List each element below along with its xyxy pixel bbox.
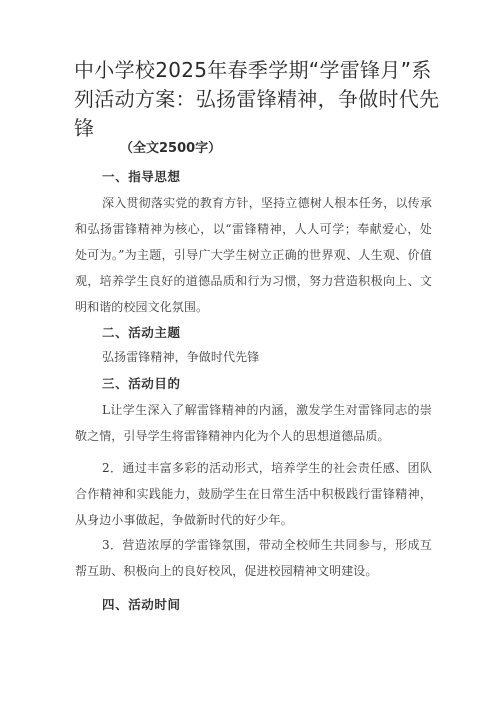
word-count: （全文2500字） bbox=[120, 141, 222, 156]
section-heading-activity-purpose: 三、活动目的 bbox=[102, 376, 181, 391]
section-heading-activity-theme: 二、活动主题 bbox=[102, 325, 181, 340]
section-paragraph: 深入贯彻落实党的教育方针，坚持立德树人根本任务，以传承和弘扬雷锋精神为核心，以“雷锋精神，人人可学；奉献爱心，处处可为。”为主题，引导广大学生树立正确的世界观、人生观、价值观，培养学生良好的道德品质和行为习惯，努力营造积极向上、文明和谐的校园文化氛围。 bbox=[75, 196, 432, 314]
section-paragraph: 3．营造浓厚的学雷锋氛围，带动全校师生共同参与，形成互帮互助、积极向上的良好校风，促进校园精神文明建设。 bbox=[75, 538, 432, 578]
section-heading-activity-time: 四、活动时间 bbox=[102, 597, 181, 612]
section-paragraph: L让学生深入了解雷锋精神的内涵，激发学生对雷锋同志的崇敬之情，引导学生将雷锋精神内化为个人的思想道德品质。 bbox=[75, 403, 432, 443]
section-paragraph: 2．通过丰富多彩的活动形式，培养学生的社会责任感、团队合作精神和实践能力，鼓励学生在日常生活中积极践行雷锋精神，从身边小事做起，争做新时代的好少年。 bbox=[75, 461, 432, 527]
section-heading-guiding-ideology: 一、指导思想 bbox=[102, 169, 181, 184]
section-paragraph: 弘扬雷锋精神，争做时代先锋 bbox=[102, 350, 260, 364]
document-title: 中小学校2025年春季学期“学雷锋月”系列活动方案：弘扬雷锋精神，争做时代先锋 bbox=[74, 58, 440, 140]
